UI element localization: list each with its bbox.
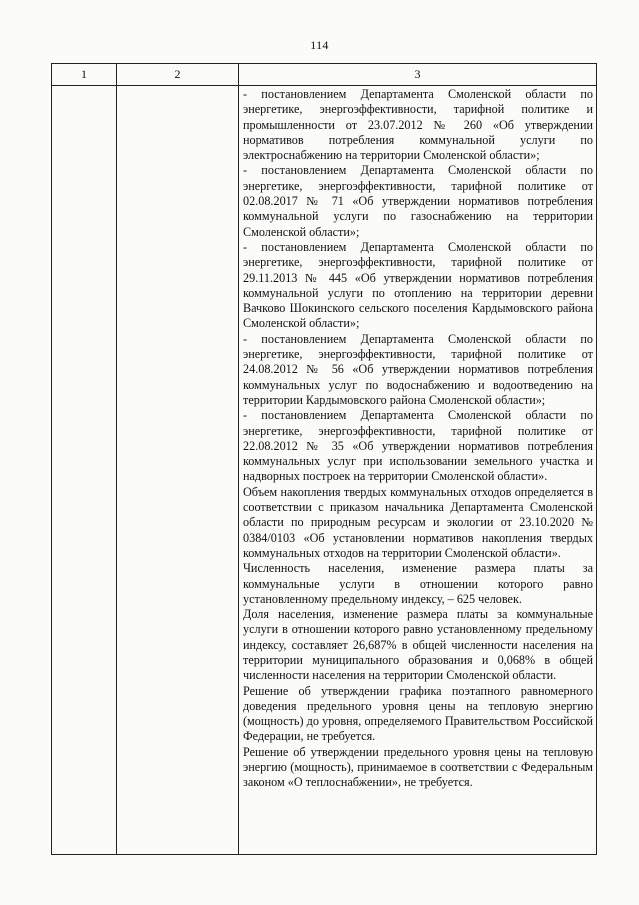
column-3-cell xyxy=(239,86,597,855)
paragraph-resolution-gas: - постановлением Департамента Смоленской области по энергетике, энергоэффективности, тарифной политике от 02.08.2017 № 71 «Об утверждении нормативов потребления коммунальной услуги по газоснабжению на территории Смоленской области»; xyxy=(243,163,593,239)
column-2-cell xyxy=(117,86,239,855)
paragraph-population-share: Доля населения, изменение размера платы за коммунальные услуги в отношении которого равно установленному предельному индексу, составляет 26,687% в общей численности населения на территории муниципального образования и 0,068% в общей численности населения на территории Смоленской области. xyxy=(243,607,593,683)
document-table xyxy=(51,63,597,855)
paragraph-resolution-water: - постановлением Департамента Смоленской области по энергетике, энергоэффективности, тарифной политике от 24.08.2012 № 56 «Об утверждении нормативов потребления коммунальных услуг по водоснабжению и водоотведению на территории Кардымовского района Смоленской области»; xyxy=(243,331,593,407)
paragraph-population-count: Численность населения, изменение размера платы за коммунальные услуги в отношении которого равно установленному предельному индексу, – 625 человек. xyxy=(243,561,593,606)
table-row xyxy=(52,86,597,855)
paragraph-waste-volume: Объем накопления твердых коммунальных отходов определяется в соответствии с приказом начальника Департамента Смоленской области по природным ресурсам и экологии от 23.10.2020 № 0384/0103 «Об установлении нормативов накопления твердых коммунальных отходов на территории Смоленской области». xyxy=(243,484,593,560)
page-number: 114 xyxy=(310,38,329,52)
column-header-2: 2 xyxy=(117,64,239,86)
paragraph-resolution-land: - постановлением Департамента Смоленской области по энергетике, энергоэффективности, тарифной политике от 22.08.2012 № 35 «Об утверждении нормативов потребления коммунальных услуг при использовании земельного участка и надворных построек на территории Смоленской области». xyxy=(243,408,593,484)
table-header-row xyxy=(52,64,597,86)
column-header-3: 3 xyxy=(239,64,597,86)
paragraph-resolution-electricity: - постановлением Департамента Смоленской области по энергетике, энергоэффективности, тарифной политике и промышленности от 23.07.2012 № 260 «Об утверждении нормативов потребления коммунальной услуги по электроснабжению на территории Смоленской области»; xyxy=(243,87,593,163)
paragraph-resolution-heating: - постановлением Департамента Смоленской области по энергетике, энергоэффективности, тарифной политике от 29.11.2013 № 445 «Об утверждении нормативов потребления коммунальной услуги по отоплению на территории деревни Вачково Шокинского сельского поселения Кардымовского района Смоленской области»; xyxy=(243,239,593,331)
column-header-1: 1 xyxy=(52,64,117,86)
column-1-cell xyxy=(52,86,117,855)
paragraph-price-limit: Решение об утверждении предельного уровня цены на тепловую энергию (мощность), принимаемое в соответствии с Федеральным законом «О теплоснабжении», не требуется. xyxy=(243,744,593,790)
paragraph-price-schedule: Решение об утверждении графика поэтапного равномерного доведения предельного уровня цены на тепловую энергию (мощность) до уровня, определяемого Правительством Российской Федерации, не требуется. xyxy=(243,683,593,744)
